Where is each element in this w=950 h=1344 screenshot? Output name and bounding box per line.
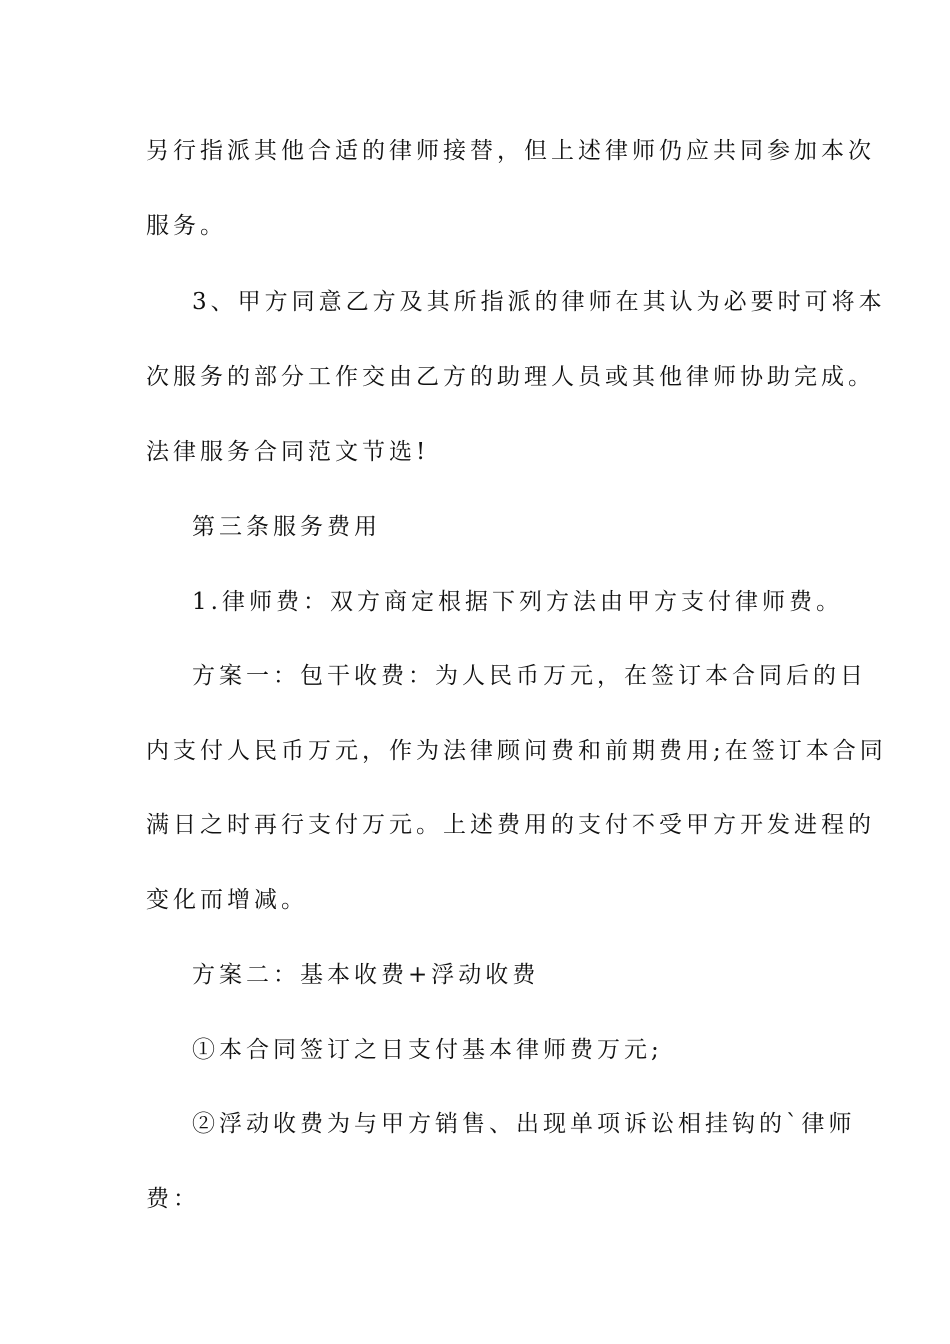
- text-line-3: 3、甲方同意乙方及其所指派的律师在其认为必要时可将本: [192, 289, 886, 315]
- text-line-9: 内支付人民币万元，作为法律顾问费和前期费用;在签订本合同: [146, 738, 887, 764]
- text-line-13: ①本合同签订之日支付基本律师费万元;: [192, 1037, 663, 1063]
- text-line-8: 方案一：包干收费：为人民币万元，在签订本合同后的日: [192, 663, 867, 689]
- text-line-4: 次服务的部分工作交由乙方的助理人员或其他律师协助完成。: [146, 364, 875, 390]
- text-line-2: 服务。: [146, 213, 227, 239]
- text-line-15: 费：: [146, 1186, 200, 1212]
- text-line-12: 方案二：基本收费+浮动收费: [192, 962, 540, 988]
- text-line-5: 法律服务合同范文节选!: [146, 439, 430, 465]
- text-line-7: 1.律师费：双方商定根据下列方法由甲方支付律师费。: [192, 589, 843, 615]
- text-line-10: 满日之时再行支付万元。上述费用的支付不受甲方开发进程的: [146, 812, 875, 838]
- text-line-11: 变化而增减。: [146, 887, 308, 913]
- text-line-14: ②浮动收费为与甲方销售、出现单项诉讼相挂钩的`律师: [192, 1111, 856, 1137]
- text-line-1: 另行指派其他合适的律师接替，但上述律师仍应共同参加本次: [146, 138, 875, 164]
- section-heading: 第三条服务费用: [192, 514, 381, 540]
